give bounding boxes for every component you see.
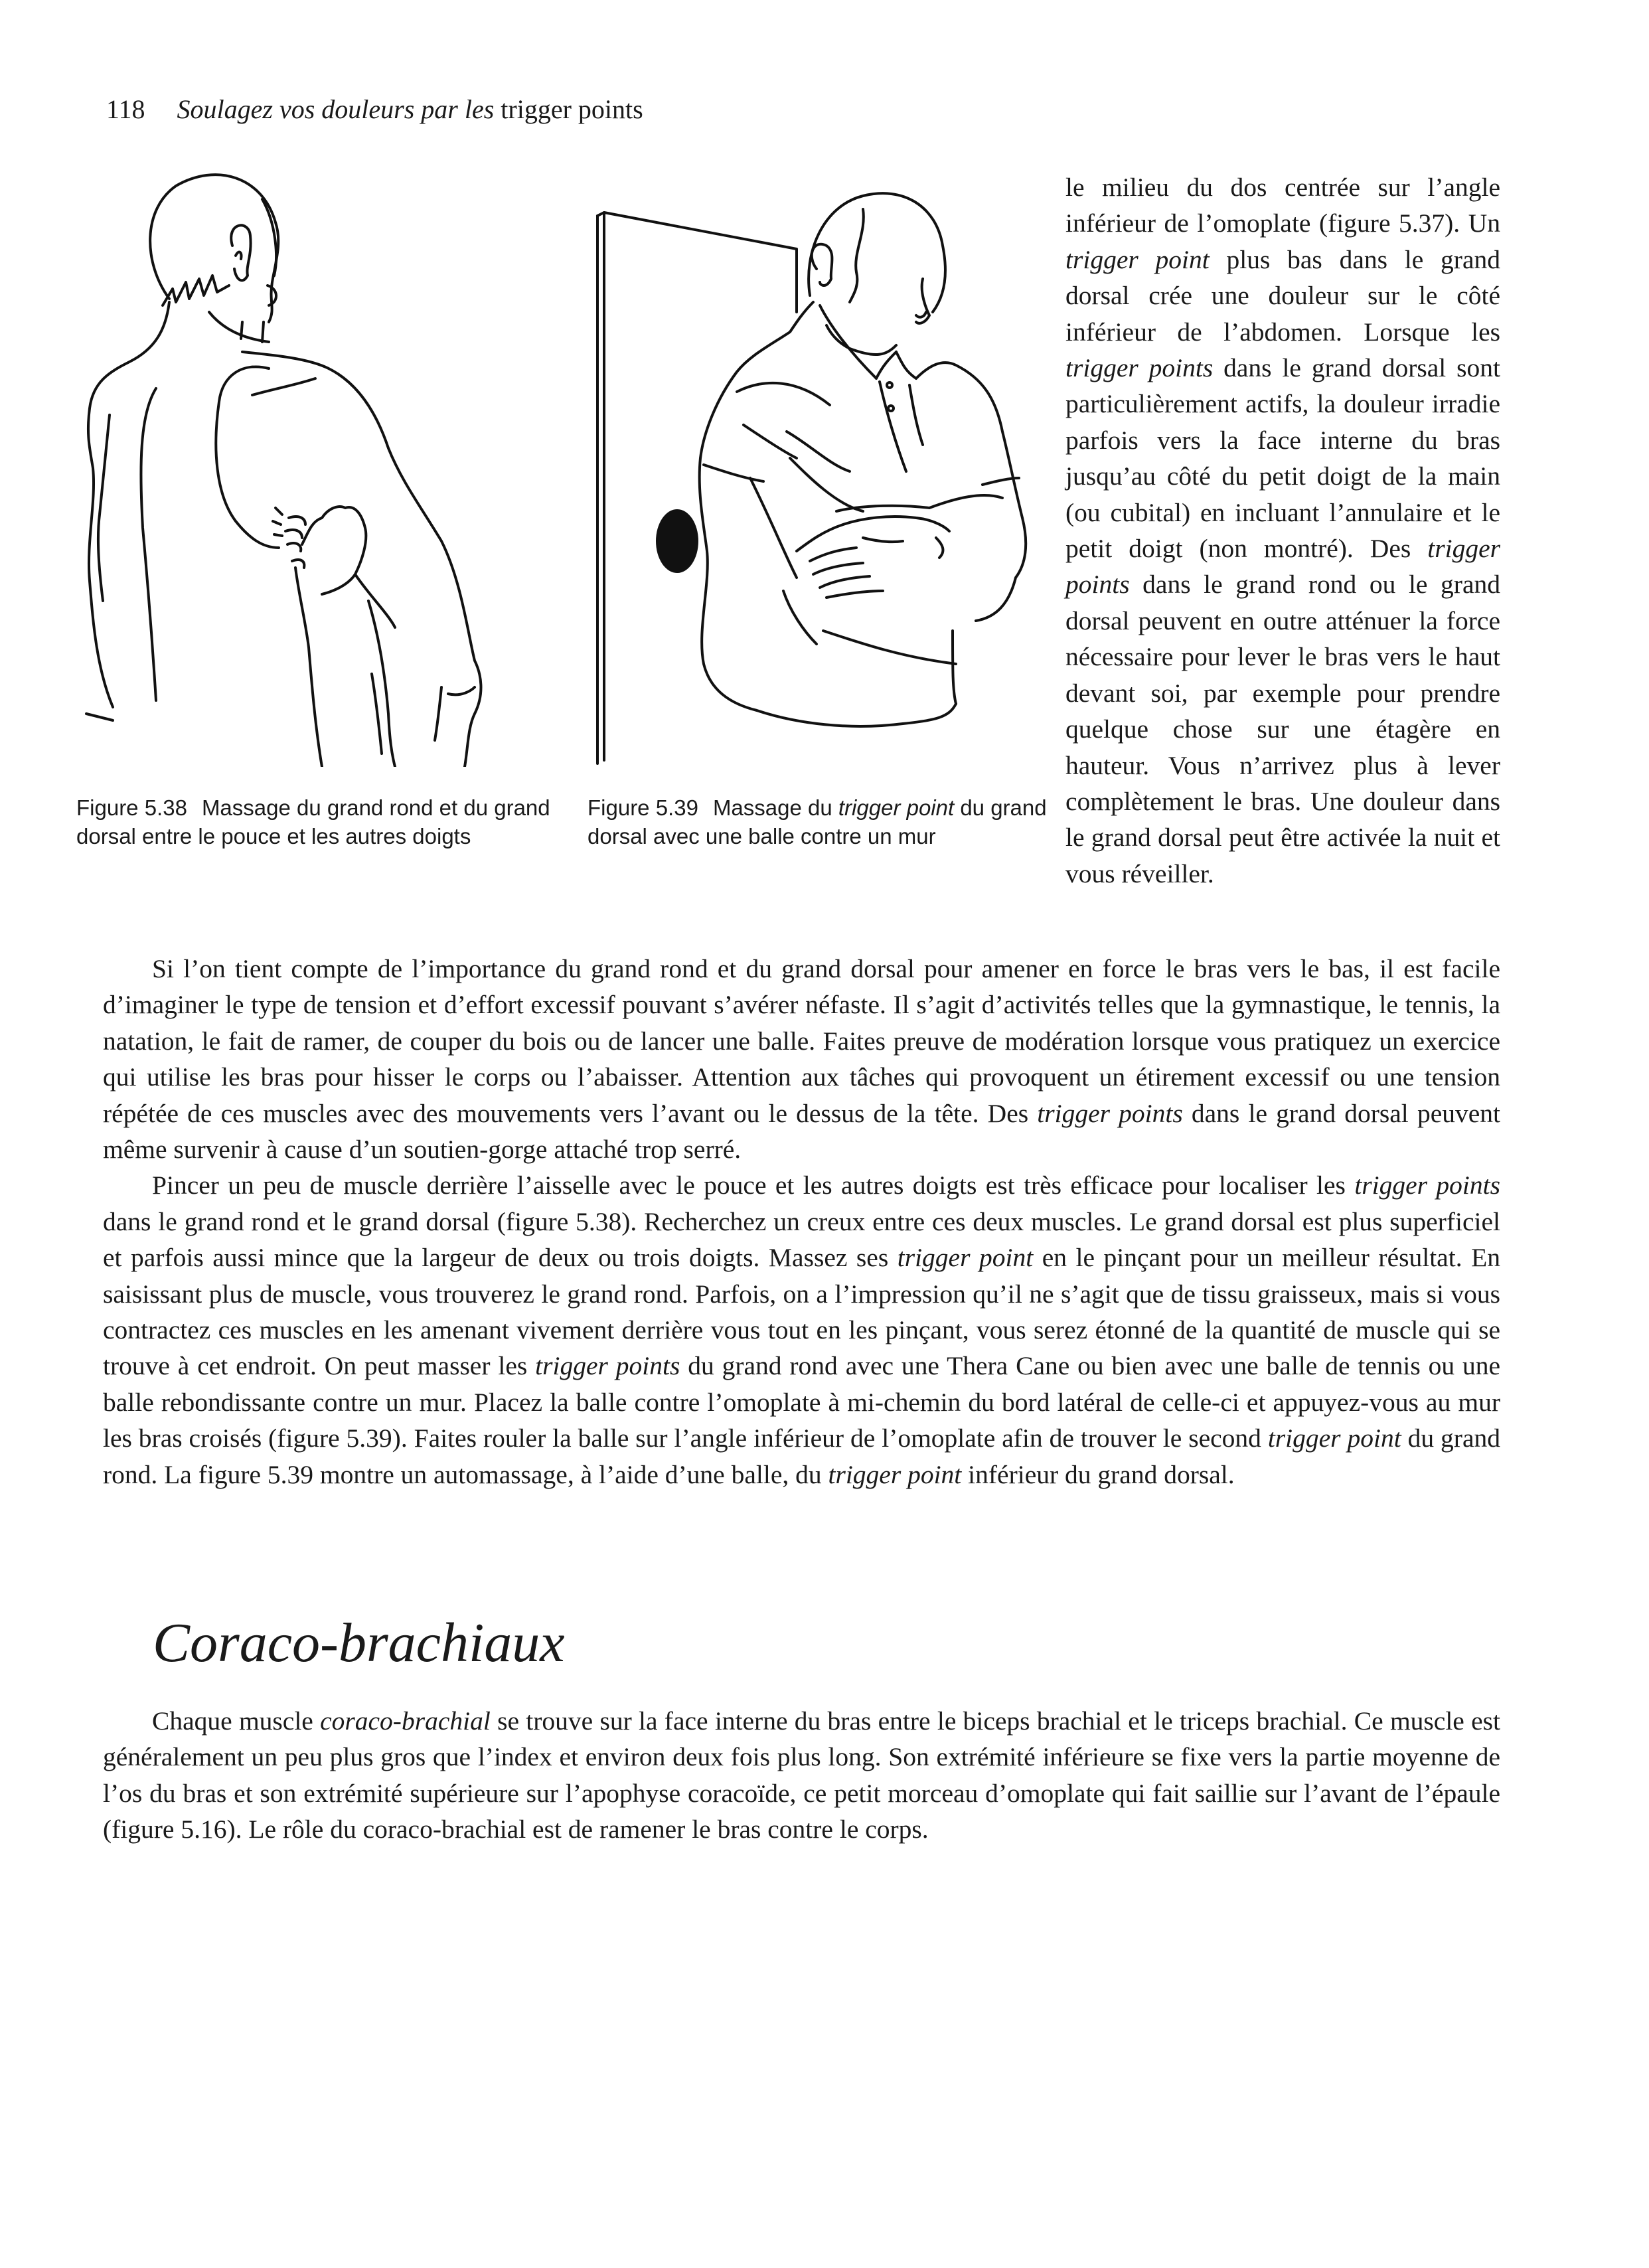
- italic-term: trigger point: [1267, 1423, 1401, 1453]
- caption-text-post: du grand dorsal avec une balle contre un mur: [588, 795, 1047, 849]
- italic-term: trigger points: [1065, 353, 1214, 383]
- caption-text-pre: Massage du: [712, 795, 832, 820]
- italic-term: trigger point: [897, 1243, 1034, 1273]
- text-run: Pincer un peu de muscle derrière l’aisselle avec le pouce et les autres doigts est très efficace pour localiser les: [152, 1171, 1355, 1200]
- section-body-text: [103, 1703, 1500, 1848]
- caption-text-italic: trigger point: [838, 795, 955, 820]
- page-number: 118: [106, 94, 145, 124]
- book-title-italic: Soulagez vos douleurs par les: [177, 94, 495, 124]
- italic-term: coraco-brachial: [320, 1706, 491, 1736]
- text-run: dans le grand dorsal peuvent même survenir à cause d’un soutien-gorge attaché trop serré.: [103, 1098, 1500, 1165]
- body-text: [103, 951, 1500, 1493]
- section-paragraph-1: [103, 1703, 1500, 1848]
- text-run: se trouve sur la face interne du bras entre le biceps brachial et le triceps brachial. Ce muscle est généralement un peu plus gros que l’index et environ deux fois plus long. Son extrémité inférieure se fixe vers la partie moyenne de l’os du bras et son extrémité supérieure sur l’apophyse coracoïde, ce petit morceau d’omoplate qui fait saillie sur l’avant de l’épaule (figure 5.16). Le rôle du coraco-brachial est de ramener le bras contre le corps.: [103, 1706, 1500, 1844]
- text-run: dans le grand rond et le grand dorsal (figure 5.38). Recherchez un creux entre ces deux muscles. Le grand dorsal est plus superficiel et parfois aussi mince que la largeur de deux ou trois doigts. Massez ses: [103, 1206, 1500, 1273]
- text-run: du grand rond avec une Thera Cane ou bien avec une balle de tennis ou une balle rebondissante contre un mur. Placez la balle contre l’omoplate à mi-chemin du bord latéral de celle-ci et appuyez-vous au mur les bras croisés (figure 5.39). Faites rouler la balle sur l’angle inférieur de l’omoplate afin de trouver le second: [103, 1351, 1501, 1453]
- caption-number: Figure 5.38: [76, 795, 187, 820]
- figure-5-39-illustration: [584, 179, 1049, 777]
- book-title-roman: trigger points: [501, 94, 643, 124]
- caption-number: Figure 5.39: [588, 795, 698, 820]
- paragraph-2: [103, 1167, 1500, 1493]
- italic-term: trigger points: [1354, 1171, 1501, 1200]
- figure-5-38-illustration: [76, 169, 561, 767]
- tennis-ball-icon: [656, 509, 698, 573]
- man-ball-wall-icon: [584, 179, 1049, 777]
- italic-term: trigger points: [1037, 1098, 1183, 1128]
- text-run: en le pinçant pour un meilleur résultat. En saisissant plus de muscle, vous trouverez le grand rond. Parfois, on a l’impression qu’il ne s’agit que de tissu graisseux, mais si vous contractez ces muscles en les amenant vivement derrière vous tout en les pinçant, vous serez étonné de la quantité de muscle qui se trouve à cet endroit. On peut masser les: [103, 1243, 1500, 1381]
- figure-5-39-caption: [588, 793, 1065, 850]
- figure-5-38-caption: [76, 793, 554, 850]
- side-paragraph: [1065, 169, 1500, 892]
- man-back-pinching-icon: [76, 169, 561, 767]
- text-run: le milieu du dos centrée sur l’angle inférieur de l’omoplate (figure 5.37). Un: [1065, 173, 1500, 238]
- running-head: [106, 93, 643, 126]
- text-run: dans le grand rond ou le grand dorsal peuvent en outre atténuer la force nécessaire pour lever le bras vers le haut devant soi, par exemple pour prendre quelque chose sur une étagère en hauteur. Vous n’arrivez plus à lever complètement le bras. Une douleur dans le grand dorsal peut être activée la nuit et vous réveiller.: [1065, 570, 1500, 888]
- section-heading: Coraco-brachiaux: [153, 1612, 565, 1674]
- text-run: Si l’on tient compte de l’importance du grand rond et du grand dorsal pour amener en force le bras vers le bas, il est facile d’imaginer le type de tension et d’effort excessif pouvant s’avérer néfaste. Il s’agit d’activités telles que la gymnastique, le tennis, la natation, le fait de ramer, de couper du bois ou de lancer une balle. Faites preuve de modération lorsque vous pratiquez un exercice qui utilise les bras pour hisser le corps ou l’abaisser. Attention aux tâches qui provoquent un étirement excessif ou une tension répétée de ces muscles avec des mouvements vers l’avant ou le dessus de la tête. Des: [103, 954, 1500, 1128]
- paragraph-1: [103, 951, 1500, 1167]
- italic-term: trigger point: [1065, 244, 1210, 274]
- text-run: dans le grand dorsal sont particulièrement actifs, la douleur irradie parfois vers la face interne du bras jusqu’au côté du petit doigt de la main (ou cubital) en incluant l’annulaire et le petit doigt (non montré). Des: [1065, 353, 1501, 564]
- text-run: plus bas dans le grand dorsal crée une douleur sur le côté inférieur de l’abdomen. Lorsque les: [1065, 244, 1500, 347]
- side-column-text: [1065, 169, 1500, 892]
- italic-term: trigger points: [1065, 534, 1500, 600]
- caption-text: Massage du grand rond et du grand dorsal entre le pouce et les autres doigts: [76, 795, 550, 849]
- text-run: du grand rond. La figure 5.39 montre un automassage, à l’aide d’une balle, du: [103, 1423, 1500, 1489]
- text-run: inférieur du grand dorsal.: [961, 1459, 1235, 1489]
- italic-term: trigger point: [828, 1459, 962, 1489]
- italic-term: trigger points: [535, 1351, 680, 1381]
- text-run: Chaque muscle: [152, 1706, 321, 1736]
